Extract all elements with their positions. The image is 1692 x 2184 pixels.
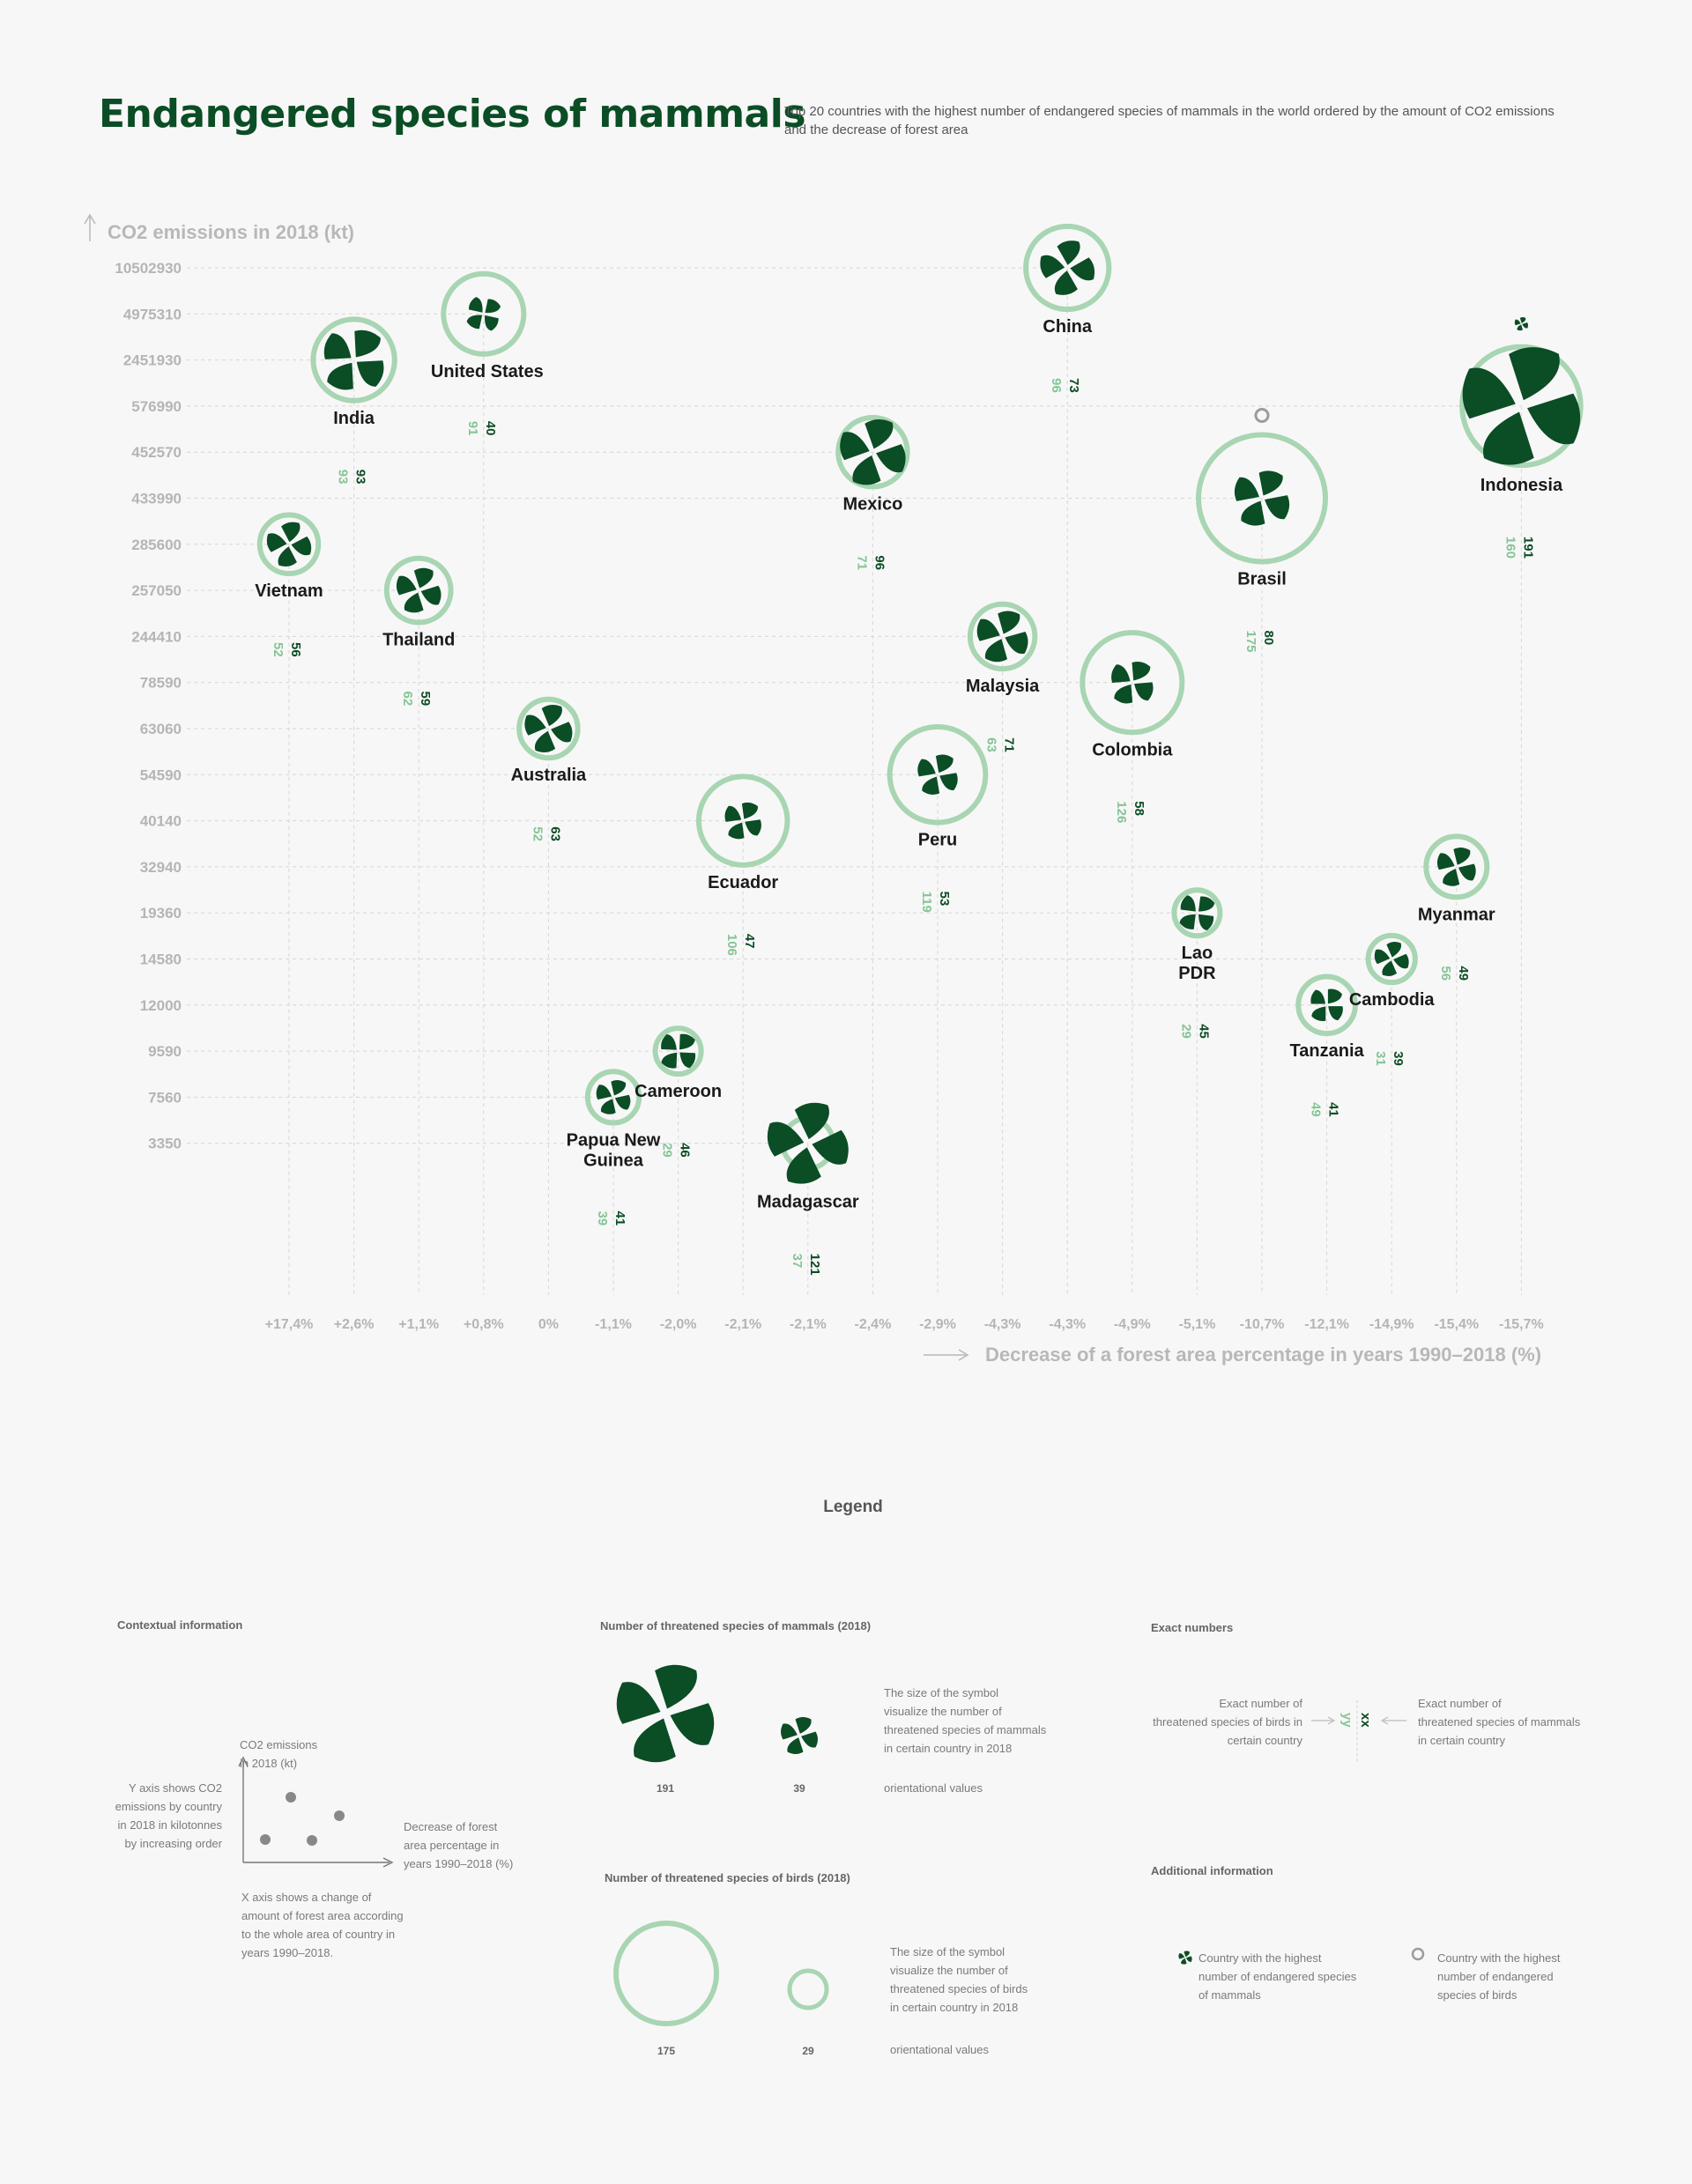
country-label: Vietnam — [255, 581, 323, 602]
legend-mammals-description: visualize the number of — [884, 1705, 1002, 1718]
country-label: Thailand — [382, 630, 456, 650]
legend-birds-description: visualize the number of — [890, 1964, 1008, 1977]
x-tick-label: +1,1% — [398, 1317, 440, 1332]
y-axis-title: CO2 emissions in 2018 (kt) — [108, 221, 354, 243]
mini-flower-icon — [1515, 317, 1528, 330]
legend-highest-birds-icon — [1413, 1949, 1423, 1959]
birds-count: 52 — [271, 642, 286, 657]
x-tick-label: +0,8% — [463, 1317, 504, 1332]
country-label: Malaysia — [965, 677, 1040, 697]
y-tick-label: 244410 — [131, 628, 182, 646]
x-tick-label: -2,1% — [724, 1317, 762, 1332]
country-label: Colombia — [1092, 740, 1173, 760]
x-tick-label: -4,9% — [1113, 1317, 1151, 1332]
y-tick-label: 78590 — [139, 674, 182, 692]
highest-birds-marker — [1256, 410, 1268, 422]
legend-birds-big-value: 175 — [657, 2045, 676, 2057]
data-point — [431, 274, 544, 436]
legend-birds-note: orientational values — [890, 2043, 990, 2056]
birds-count: 71 — [854, 555, 870, 571]
x-tick-label: -5,1% — [1178, 1317, 1216, 1332]
mammals-count: 39 — [1391, 1051, 1406, 1066]
country-label: Peru — [917, 830, 958, 850]
mini-y-label: in 2018 (kt) — [240, 1757, 298, 1770]
page-title: Endangered species of mammals — [99, 92, 806, 137]
legend-birds-big-circle — [616, 1923, 716, 2024]
mammals-count: 80 — [1261, 630, 1276, 646]
birds-count: 91 — [464, 420, 480, 436]
data-point — [511, 700, 587, 841]
birds-count: 56 — [1437, 966, 1453, 981]
y-tick-label: 9590 — [148, 1043, 182, 1061]
y-axis-description: by increasing order — [124, 1837, 222, 1850]
x-tick-label: -2,4% — [854, 1317, 892, 1332]
page-subtitle: Top 20 countries with the highest number of endangered species of mammals in the world ordered by the amount of CO2 emissions and the decrease of forest area — [784, 104, 1555, 137]
birds-count: 96 — [1049, 378, 1065, 393]
legend-highest-mammals-icon-shape — [1178, 1951, 1191, 1964]
y-tick-label: 2451930 — [122, 352, 182, 369]
mammals-count: 73 — [1066, 378, 1082, 393]
country-label: Australia — [510, 766, 587, 786]
legend-exact-mammals-description: Exact number of — [1418, 1697, 1502, 1710]
y-tick-label: 12000 — [139, 996, 182, 1014]
y-tick-label: 10502930 — [115, 260, 182, 277]
mammals-count: 45 — [1196, 1024, 1212, 1039]
country-label: Myanmar — [1417, 905, 1495, 925]
country-label: Guinea — [583, 1151, 643, 1171]
y-tick-label: 54590 — [139, 766, 182, 784]
legend-mammals-big-value: 191 — [656, 1782, 675, 1795]
country-label: Madagascar — [756, 1192, 859, 1212]
y-axis-description: emissions by country — [115, 1800, 222, 1813]
birds-count: 119 — [919, 891, 934, 913]
country-label: Ecuador — [708, 872, 779, 892]
country-label: Cameroon — [634, 1082, 723, 1102]
x-tick-label: -4,3% — [1049, 1317, 1087, 1332]
y-tick-label: 4975310 — [122, 306, 182, 323]
x-axis-description: amount of forest area according — [241, 1909, 404, 1922]
y-tick-label: 257050 — [131, 582, 182, 600]
mammals-count: 49 — [1455, 966, 1471, 981]
y-tick-label: 433990 — [131, 490, 182, 507]
birds-count: 52 — [530, 826, 545, 841]
birds-count: 62 — [400, 691, 416, 707]
mammals-count: 53 — [937, 891, 952, 907]
x-axis-description: X axis shows a change of — [241, 1891, 372, 1904]
birds-count: 160 — [1503, 536, 1518, 559]
country-label: Mexico — [842, 494, 903, 515]
country-label: Cambodia — [1348, 990, 1435, 1011]
mammals-count: 71 — [1001, 737, 1017, 752]
mammals-count: 41 — [1325, 1102, 1341, 1117]
mini-dot — [260, 1834, 271, 1845]
legend-exact-birds-description: Exact number of — [1219, 1697, 1302, 1710]
x-axis-description: years 1990–2018. — [241, 1946, 334, 1959]
legend-mammals-description: in certain country in 2018 — [884, 1742, 1013, 1755]
birds-count: 29 — [1178, 1024, 1194, 1039]
y-axis-description: Y axis shows CO2 — [129, 1781, 222, 1795]
legend-highest-birds-description: number of endangered — [1437, 1970, 1554, 1983]
legend-birds-description: in certain country in 2018 — [890, 2001, 1019, 2014]
mini-y-label: CO2 emissions — [240, 1738, 318, 1751]
birds-count: 37 — [789, 1253, 805, 1269]
mammals-count: 121 — [806, 1253, 822, 1276]
country-label: Brasil — [1237, 569, 1287, 589]
x-tick-label: -4,3% — [983, 1317, 1021, 1332]
y-tick-label: 452570 — [131, 444, 182, 462]
mini-x-label: years 1990–2018 (%) — [404, 1857, 514, 1870]
legend-flower-big — [617, 1665, 715, 1763]
legend-exact-birds-description: certain country — [1227, 1734, 1302, 1747]
legend-exact-xx: xx — [1358, 1713, 1373, 1728]
legend-exact-yy: yy — [1340, 1713, 1354, 1728]
x-axis-title: Decrease of a forest area percentage in years 1990–2018 (%) — [985, 1344, 1542, 1366]
x-tick-label: 0% — [538, 1317, 559, 1332]
legend-mammals-small-value: 39 — [793, 1782, 805, 1795]
legend-flower-big-shape — [617, 1665, 715, 1763]
x-axis-description: to the whole area of country in — [241, 1928, 396, 1941]
y-tick-label: 285600 — [131, 536, 182, 553]
mini-dot — [307, 1835, 317, 1846]
legend-exact-mammals-description: in certain country — [1418, 1734, 1505, 1747]
mammals-count: 58 — [1131, 801, 1147, 816]
x-tick-label: -1,1% — [595, 1317, 632, 1332]
birds-count: 29 — [659, 1143, 675, 1158]
legend-mammals-note: orientational values — [884, 1781, 983, 1795]
x-tick-label: -2,1% — [789, 1317, 827, 1332]
y-tick-label: 19360 — [139, 905, 182, 922]
mammals-count: 191 — [1520, 536, 1536, 559]
legend-title: Legend — [823, 1498, 883, 1516]
legend-heading-birds: Number of threatened species of birds (2018) — [605, 1871, 850, 1884]
legend-birds-description: threatened species of birds — [890, 1982, 1028, 1995]
mammals-count: 47 — [742, 933, 758, 949]
birds-count: 106 — [724, 933, 740, 956]
x-tick-label: -14,9% — [1369, 1317, 1414, 1332]
birds-count: 63 — [983, 737, 999, 752]
birds-count: 93 — [335, 469, 351, 485]
x-tick-label: +17,4% — [264, 1317, 314, 1332]
birds-count: 49 — [1308, 1102, 1324, 1117]
country-label: Papua New — [566, 1130, 661, 1151]
mammals-count: 93 — [352, 469, 368, 485]
legend-exact-birds-description: threatened species of birds in — [1153, 1715, 1302, 1729]
data-point — [1198, 410, 1325, 653]
y-tick-label: 40140 — [139, 812, 182, 830]
legend-highest-birds-description: Country with the highest — [1437, 1951, 1561, 1965]
y-tick-label: 14580 — [139, 951, 182, 968]
x-tick-label: +2,6% — [333, 1317, 375, 1332]
country-label: Indonesia — [1480, 475, 1563, 495]
data-point — [255, 515, 323, 657]
y-tick-label: 576990 — [131, 397, 182, 415]
legend-highest-mammals-description: number of endangered species — [1198, 1970, 1357, 1983]
legend-highest-mammals-description: Country with the highest — [1198, 1951, 1322, 1965]
country-label: Lao — [1181, 944, 1213, 964]
mini-dot — [334, 1810, 345, 1821]
mini-x-label: Decrease of forest — [404, 1820, 498, 1833]
y-tick-label: 3350 — [148, 1135, 182, 1152]
legend-flower-small-shape — [781, 1717, 818, 1754]
legend-heading-contextual: Contextual information — [117, 1618, 243, 1632]
birds-count: 31 — [1373, 1051, 1389, 1066]
legend-heading-additional: Additional information — [1151, 1864, 1273, 1877]
mammals-count: 40 — [482, 420, 498, 436]
legend-heading-mammals: Number of threatened species of mammals (2018) — [600, 1619, 872, 1632]
mammals-flower — [324, 330, 384, 390]
legend-exact-mammals-description: threatened species of mammals — [1418, 1715, 1581, 1729]
legend-mammals-description: The size of the symbol — [884, 1686, 999, 1699]
country-label: United States — [430, 361, 544, 381]
birds-count: 39 — [595, 1210, 610, 1226]
y-tick-label: 7560 — [148, 1089, 182, 1107]
country-label: Tanzania — [1289, 1041, 1364, 1062]
legend-birds-small-value: 29 — [802, 2045, 814, 2057]
x-tick-label: -15,4% — [1434, 1317, 1480, 1332]
legend-flower-small — [781, 1717, 818, 1754]
birds-count: 126 — [1113, 801, 1129, 824]
legend-highest-mammals-description: of mammals — [1198, 1988, 1261, 2002]
legend-highest-mammals-icon — [1178, 1951, 1191, 1964]
mammals-count: 56 — [288, 642, 303, 657]
mammals-count: 63 — [547, 826, 563, 841]
legend-mammals-description: threatened species of mammals — [884, 1723, 1047, 1736]
legend-birds-small-circle — [790, 1971, 827, 2008]
x-tick-label: -2,9% — [919, 1317, 956, 1332]
x-tick-label: -10,7% — [1239, 1317, 1285, 1332]
data-point — [1174, 890, 1220, 1039]
mammals-count: 46 — [677, 1143, 693, 1158]
legend-heading-exact: Exact numbers — [1151, 1621, 1234, 1634]
x-tick-label: -15,7% — [1499, 1317, 1544, 1332]
country-label: China — [1043, 317, 1092, 337]
mammals-count: 59 — [418, 691, 434, 707]
y-tick-label: 63060 — [139, 721, 182, 737]
mini-dot — [286, 1792, 296, 1803]
mini-x-label: area percentage in — [404, 1839, 500, 1852]
y-tick-label: 32940 — [139, 858, 182, 876]
birds-count: 175 — [1243, 630, 1258, 653]
legend-birds-description: The size of the symbol — [890, 1945, 1006, 1958]
country-label: India — [333, 408, 375, 428]
x-tick-label: -12,1% — [1304, 1317, 1349, 1332]
mammals-count: 41 — [612, 1210, 627, 1226]
mammals-count: 96 — [872, 555, 887, 571]
x-tick-label: -2,0% — [659, 1317, 697, 1332]
legend-highest-birds-description: species of birds — [1437, 1988, 1518, 2002]
highest-mammals-marker — [1515, 317, 1528, 330]
country-label: PDR — [1178, 964, 1216, 984]
y-axis-description: in 2018 in kilotonnes — [117, 1818, 222, 1832]
